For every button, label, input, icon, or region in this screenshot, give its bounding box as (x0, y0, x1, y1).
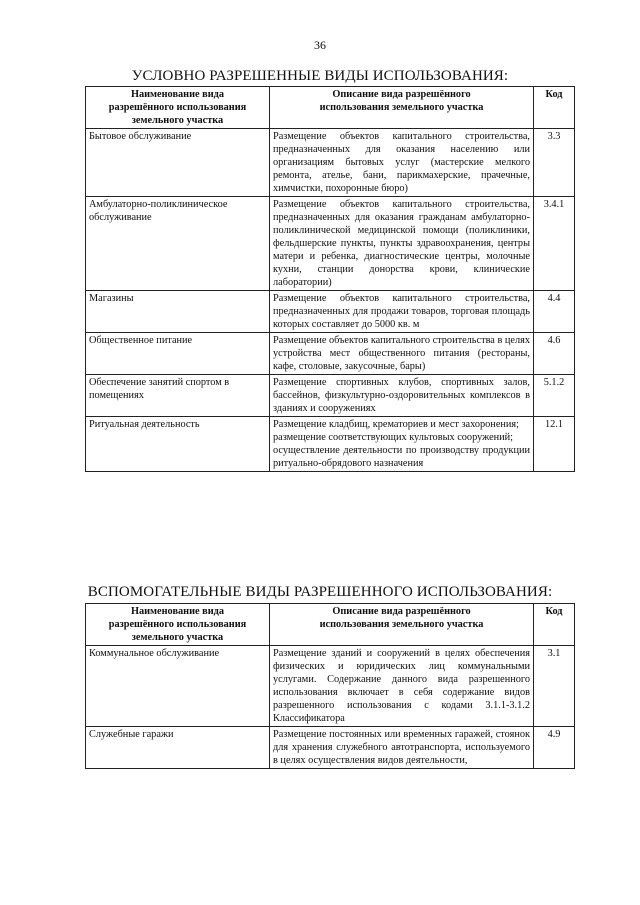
cell-code: 4.9 (534, 727, 575, 769)
cell-code: 4.6 (534, 333, 575, 375)
cell-name: Обеспечение занятий спортом в помещениях (86, 375, 270, 417)
table-row (86, 197, 575, 291)
cell-code: 12.1 (534, 417, 575, 472)
cell-code: 5.1.2 (534, 375, 575, 417)
cell-code: 3.4.1 (534, 197, 575, 291)
table-body (86, 646, 575, 769)
header-code: Код (534, 604, 575, 646)
section-title-conditional: УСЛОВНО РАЗРЕШЕННЫЕ ВИДЫ ИСПОЛЬЗОВАНИЯ: (131, 68, 509, 84)
cell-name: Бытовое обслуживание (86, 129, 270, 197)
table-row (86, 417, 575, 472)
cell-code: 3.3 (534, 129, 575, 197)
table-row (86, 646, 575, 727)
table-row (86, 727, 575, 769)
section-title-auxiliary: ВСПОМОГАТЕЛЬНЫЕ ВИДЫ РАЗРЕШЕННОГО ИСПОЛЬЗОВАНИЯ: (87, 584, 553, 600)
table-row (86, 129, 575, 197)
cell-description: Размещение спортивных клубов, спортивных залов, бассейнов, физкультурно-оздоровительных комплексов в зданиях и сооружениях (270, 375, 534, 417)
table-body (86, 129, 575, 472)
header-description: Описание вида разрешённого использования земельного участка (270, 604, 534, 646)
table-row (86, 375, 575, 417)
header-name: Наименование вида разрешённого использования земельного участка (86, 604, 270, 646)
cell-description: Размещение кладбищ, крематориев и мест захоронения; размещение соответствующих культовых сооружений; осуществление деятельности по производству продукции ритуально-обрядового назначения (270, 417, 534, 472)
cell-description: Размещение объектов капитального строительства в целях устройства мест общественного питания (рестораны, кафе, столовые, закусочные, бары) (270, 333, 534, 375)
cell-description: Размещение объектов капитального строительства, предназначенных для оказания населению или организациям бытовых услуг (мастерские мелкого ремонта, ателье, бани, парикмахерские, прачечные, химчистки, похоронные бюро) (270, 129, 534, 197)
cell-description: Размещение зданий и сооружений в целях обеспечения физических и юридических лиц коммунальными услугами. Содержание данного вида разрешенного использования включает в себя содержание видов разрешенного использования с кодами 3.1.1-3.1.2 Классификатора (270, 646, 534, 727)
table-row (86, 291, 575, 333)
cell-code: 3.1 (534, 646, 575, 727)
table-row (86, 333, 575, 375)
header-description: Описание вида разрешённого использования земельного участка (270, 87, 534, 129)
header-name: Наименование вида разрешённого использования земельного участка (86, 87, 270, 129)
cell-name: Коммунальное обслуживание (86, 646, 270, 727)
table-header-row (86, 604, 575, 646)
cell-code: 4.4 (534, 291, 575, 333)
cell-name: Служебные гаражи (86, 727, 270, 769)
cell-description: Размещение объектов капитального строительства, предназначенных для оказания гражданам амбулаторно-поликлинической медицинской помощи (поликлиники, фельдшерские пункты, пункты здравоохранения, центры матери и ребенка, диагностические центры, молочные кухни, станции донорства крови, клинические лаборатории) (270, 197, 534, 291)
cell-name: Магазины (86, 291, 270, 333)
cell-description: Размещение объектов капитального строительства, предназначенных для продажи товаров, торговая площадь которых составляет до 5000 кв. м (270, 291, 534, 333)
conditional-uses-table (85, 86, 575, 472)
page-number: 36 (314, 38, 326, 52)
auxiliary-uses-table (85, 603, 575, 769)
table-header-row (86, 87, 575, 129)
cell-name: Общественное питание (86, 333, 270, 375)
cell-description: Размещение постоянных или временных гаражей, стоянок для хранения служебного автотранспорта, используемого в целях осуществления видов деятельности, (270, 727, 534, 769)
cell-name: Ритуальная деятельность (86, 417, 270, 472)
header-code: Код (534, 87, 575, 129)
cell-name: Амбулаторно-поликлиническое обслуживание (86, 197, 270, 291)
